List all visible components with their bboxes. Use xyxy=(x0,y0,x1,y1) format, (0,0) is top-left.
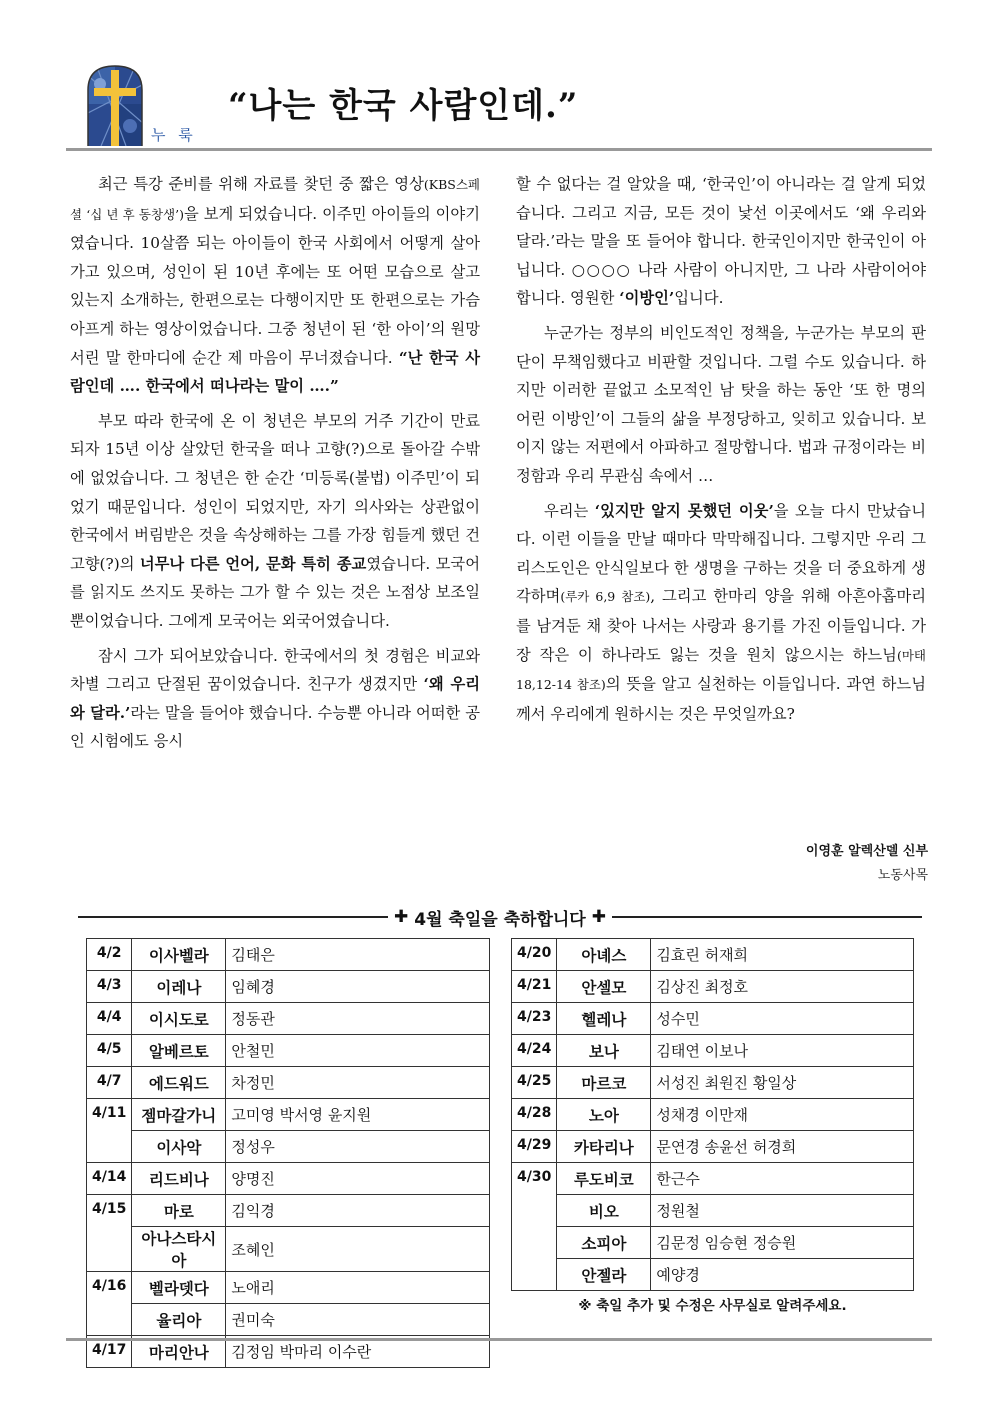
feast-date: 4/3 xyxy=(87,971,132,1003)
saint-name: 카타리나 xyxy=(557,1131,651,1163)
feast-row xyxy=(512,1163,914,1195)
parishioner-names: 김문정 임승현 정승원 xyxy=(651,1227,914,1259)
saint-name: 벨라뎃다 xyxy=(132,1272,226,1304)
cross-icon: ✚ xyxy=(394,907,409,927)
header-line-right xyxy=(612,916,922,918)
parishioner-names: 한근수 xyxy=(651,1163,914,1195)
paragraph: 할 수 없다는 걸 알았을 때, ‘한국인’이 아니라는 걸 알게 되었습니다. 그리고 지금, 모든 것이 낯선 이곳에서도 ‘왜 우리와 달라.’라는 말을 또 들어야 합니다. 한국인이지만 한국인이 아닙니다. ○○○○ 나라 사람이 아니지만, 그 나라 사람이어야 합니다. 영원한 ‘이방인’입니다. xyxy=(516,175,926,308)
feast-date: 4/11 xyxy=(87,1099,132,1163)
saint-name: 알베르토 xyxy=(132,1035,226,1067)
feast-row xyxy=(87,1304,490,1336)
parishioner-names: 노애리 xyxy=(226,1272,490,1304)
feast-row xyxy=(87,1035,490,1067)
parishioner-names: 성수민 xyxy=(651,1003,914,1035)
feast-row xyxy=(87,971,490,1003)
parishioner-names: 차정민 xyxy=(226,1067,490,1099)
feast-row xyxy=(87,1003,490,1035)
parishioner-names: 조혜인 xyxy=(226,1227,490,1272)
saint-name: 이레나 xyxy=(132,971,226,1003)
saint-name: 안젤라 xyxy=(557,1259,651,1291)
author-name: 이영훈 알렉산델 신부 xyxy=(805,844,928,859)
article-left-column xyxy=(70,170,480,756)
saint-name: 보나 xyxy=(557,1035,651,1067)
feast-date: 4/28 xyxy=(512,1099,557,1131)
parishioner-names: 김효린 허재희 xyxy=(651,939,914,971)
parishioner-names: 임혜경 xyxy=(226,971,490,1003)
parishioner-names: 예양경 xyxy=(651,1259,914,1291)
saint-name: 헬레나 xyxy=(557,1003,651,1035)
section-label: 누 룩 xyxy=(151,126,197,144)
saint-name: 마르코 xyxy=(557,1067,651,1099)
stained-glass-cross-logo xyxy=(86,64,144,146)
feast-row xyxy=(512,1131,914,1163)
feast-row xyxy=(512,1259,914,1291)
saint-name: 아나스타시아 xyxy=(132,1227,226,1272)
header-line-left xyxy=(78,916,388,918)
feast-table-left xyxy=(86,938,490,1368)
saint-name: 율리아 xyxy=(132,1304,226,1336)
article-right-column xyxy=(516,170,926,728)
feast-notice: ※ 축일 추가 및 수정은 사무실로 알려주세요. xyxy=(578,1298,847,1314)
parishioner-names: 정원철 xyxy=(651,1195,914,1227)
feast-row xyxy=(87,1227,490,1272)
feast-date: 4/25 xyxy=(512,1067,557,1099)
parishioner-names: 고미영 박서영 윤지원 xyxy=(226,1099,490,1131)
parishioner-names: 문연경 송윤선 허경희 xyxy=(651,1131,914,1163)
cross-icon: ✚ xyxy=(591,907,606,927)
page-title: “나는 한국 사람인데.” xyxy=(228,86,579,126)
feast-row xyxy=(87,1272,490,1304)
feast-section-header xyxy=(78,904,922,930)
saint-name: 마로 xyxy=(132,1195,226,1227)
paragraph: 우리는 ‘있지만 알지 못했던 이웃’을 오늘 다시 만났습니다. 이런 이들을 만날 때마다 막막해집니다. 그렇지만 우리 그리스도인은 안식일보다 한 생명을 구하는 것을 더 중요하게 생각하며(루카 6,9 참조), 그리고 한마리 양을 위해 아흔아홉마리를 남겨둔 채 찾아 나서는 사랑과 용기를 가진 이들입니다. 가장 작은 이 하나라도 잃는 것을 원치 않으시는 하느님(마태 18,12-14 참조)의 뜻을 알고 실천하는 이들입니다. 과연 하느님께서 우리에게 원하시는 것은 무엇일까요? xyxy=(516,501,926,723)
feast-date: 4/29 xyxy=(512,1131,557,1163)
paragraph: 누군가는 정부의 비인도적인 정책을, 누군가는 부모의 판단이 무책임했다고 비판할 것입니다. 그럴 수도 있습니다. 하지만 이러한 끝없고 소모적인 남 탓을 하는 동안 ‘또 한 명의 어린 이방인’이 그들의 삶을 부정당하고, 잊히고 있습니다. 보이지 않는 저편에서 아파하고 절망합니다. 법과 규정이라는 비정함과 우리 무관심 속에서 … xyxy=(516,323,926,485)
feast-date: 4/30 xyxy=(512,1163,557,1291)
feast-row xyxy=(87,1163,490,1195)
author-signature xyxy=(600,840,928,888)
feast-table-right xyxy=(511,938,914,1291)
feast-date: 4/4 xyxy=(87,1003,132,1035)
saint-name: 이사악 xyxy=(132,1131,226,1163)
feast-row xyxy=(512,1003,914,1035)
feast-date: 4/15 xyxy=(87,1195,132,1272)
feast-date: 4/23 xyxy=(512,1003,557,1035)
parishioner-names: 양명진 xyxy=(226,1163,490,1195)
saint-name: 리드비나 xyxy=(132,1163,226,1195)
parishioner-names: 김태연 이보나 xyxy=(651,1035,914,1067)
feast-date: 4/14 xyxy=(87,1163,132,1195)
feast-row xyxy=(512,1195,914,1227)
bottom-divider xyxy=(66,1338,932,1341)
parishioner-names: 김익경 xyxy=(226,1195,490,1227)
feast-date: 4/7 xyxy=(87,1067,132,1099)
saint-name: 소피아 xyxy=(557,1227,651,1259)
feast-row xyxy=(87,1131,490,1163)
parishioner-names: 김상진 최정호 xyxy=(651,971,914,1003)
feast-row xyxy=(87,939,490,971)
feast-date: 4/5 xyxy=(87,1035,132,1067)
feast-date: 4/21 xyxy=(512,971,557,1003)
feast-row xyxy=(512,939,914,971)
feast-heading: 4월 축일을 축하합니다 xyxy=(414,909,586,930)
saint-name: 루도비코 xyxy=(557,1163,651,1195)
parishioner-names: 정성우 xyxy=(226,1131,490,1163)
feast-date: 4/16 xyxy=(87,1272,132,1336)
saint-name: 비오 xyxy=(557,1195,651,1227)
paragraph: 부모 따라 한국에 온 이 청년은 부모의 거주 기간이 만료되자 15년 이상 살았던 한국을 떠나 고향(?)으로 돌아갈 수밖에 없었습니다. 그 청년은 한 순간 ‘미등록(불법) 이주민’이 되었기 때문입니다. 성인이 되었지만, 자기 의사와는 상관없이 한국에서 버림받은 것을 속상해하는 그를 가장 힘들게 했던 건 고향(?)의 너무나 다른 언어, 문화 특히 종교였습니다. 모국어를 읽지도 쓰지도 못하는 그가 할 수 있는 것은 노점상 보조일 뿐이었습니다. 그에게 모국어는 외국어였습니다. xyxy=(70,411,480,630)
feast-date: 4/20 xyxy=(512,939,557,971)
paragraph: 잠시 그가 되어보았습니다. 한국에서의 첫 경험은 비교와 차별 그리고 단절된 꿈이었습니다. 친구가 생겼지만 ‘왜 우리와 달라.’라는 말을 들어야 했습니다. 수능뿐 아니라 어떠한 공인 시험에도 응시 xyxy=(70,646,481,751)
feast-date: 4/17 xyxy=(87,1336,132,1368)
paragraph: 최근 특강 준비를 위해 자료를 찾던 중 짧은 영상(KBS스페셜 ‘십 년 후 동창생’)을 보게 되었습니다. 이주민 아이들의 이야기였습니다. 10살쯤 되는 아이들이 한국 사회에서 어떻게 살아가고 있으며, 성인이 된 10년 후에는 또 어떤 모습으로 살고 있는지 소개하는, 한편으로는 다행이지만 또 한편으로는 가슴 아프게 하는 영상이었습니다. 그중 청년이 된 ‘한 아이’의 원망 서린 말 한마디에 순간 제 마음이 무너졌습니다. “난 한국 사람인데 …. 한국에서 떠나라는 말이 ….” xyxy=(70,175,480,396)
saint-name: 안셀모 xyxy=(557,971,651,1003)
saint-name: 마리안나 xyxy=(132,1336,226,1368)
feast-date: 4/2 xyxy=(87,939,132,971)
saint-name: 이사벨라 xyxy=(132,939,226,971)
top-divider xyxy=(66,148,932,151)
parishioner-names: 정동관 xyxy=(226,1003,490,1035)
saint-name: 이시도로 xyxy=(132,1003,226,1035)
saint-name: 아녜스 xyxy=(557,939,651,971)
saint-name: 젬마갈가니 xyxy=(132,1099,226,1131)
parishioner-names: 김태은 xyxy=(226,939,490,971)
parishioner-names: 김정임 박마리 이수란 xyxy=(226,1336,490,1368)
feast-row xyxy=(512,1099,914,1131)
feast-row xyxy=(512,971,914,1003)
feast-row xyxy=(512,1035,914,1067)
feast-row xyxy=(87,1067,490,1099)
feast-row xyxy=(512,1227,914,1259)
parishioner-names: 서성진 최원진 황일상 xyxy=(651,1067,914,1099)
parishioner-names: 권미숙 xyxy=(226,1304,490,1336)
parishioner-names: 안철민 xyxy=(226,1035,490,1067)
saint-name: 에드워드 xyxy=(132,1067,226,1099)
parishioner-names: 성채경 이만재 xyxy=(651,1099,914,1131)
feast-date: 4/24 xyxy=(512,1035,557,1067)
author-role: 노동사목 xyxy=(877,868,928,883)
feast-row xyxy=(87,1099,490,1131)
feast-row xyxy=(87,1195,490,1227)
saint-name: 노아 xyxy=(557,1099,651,1131)
feast-row xyxy=(512,1067,914,1099)
